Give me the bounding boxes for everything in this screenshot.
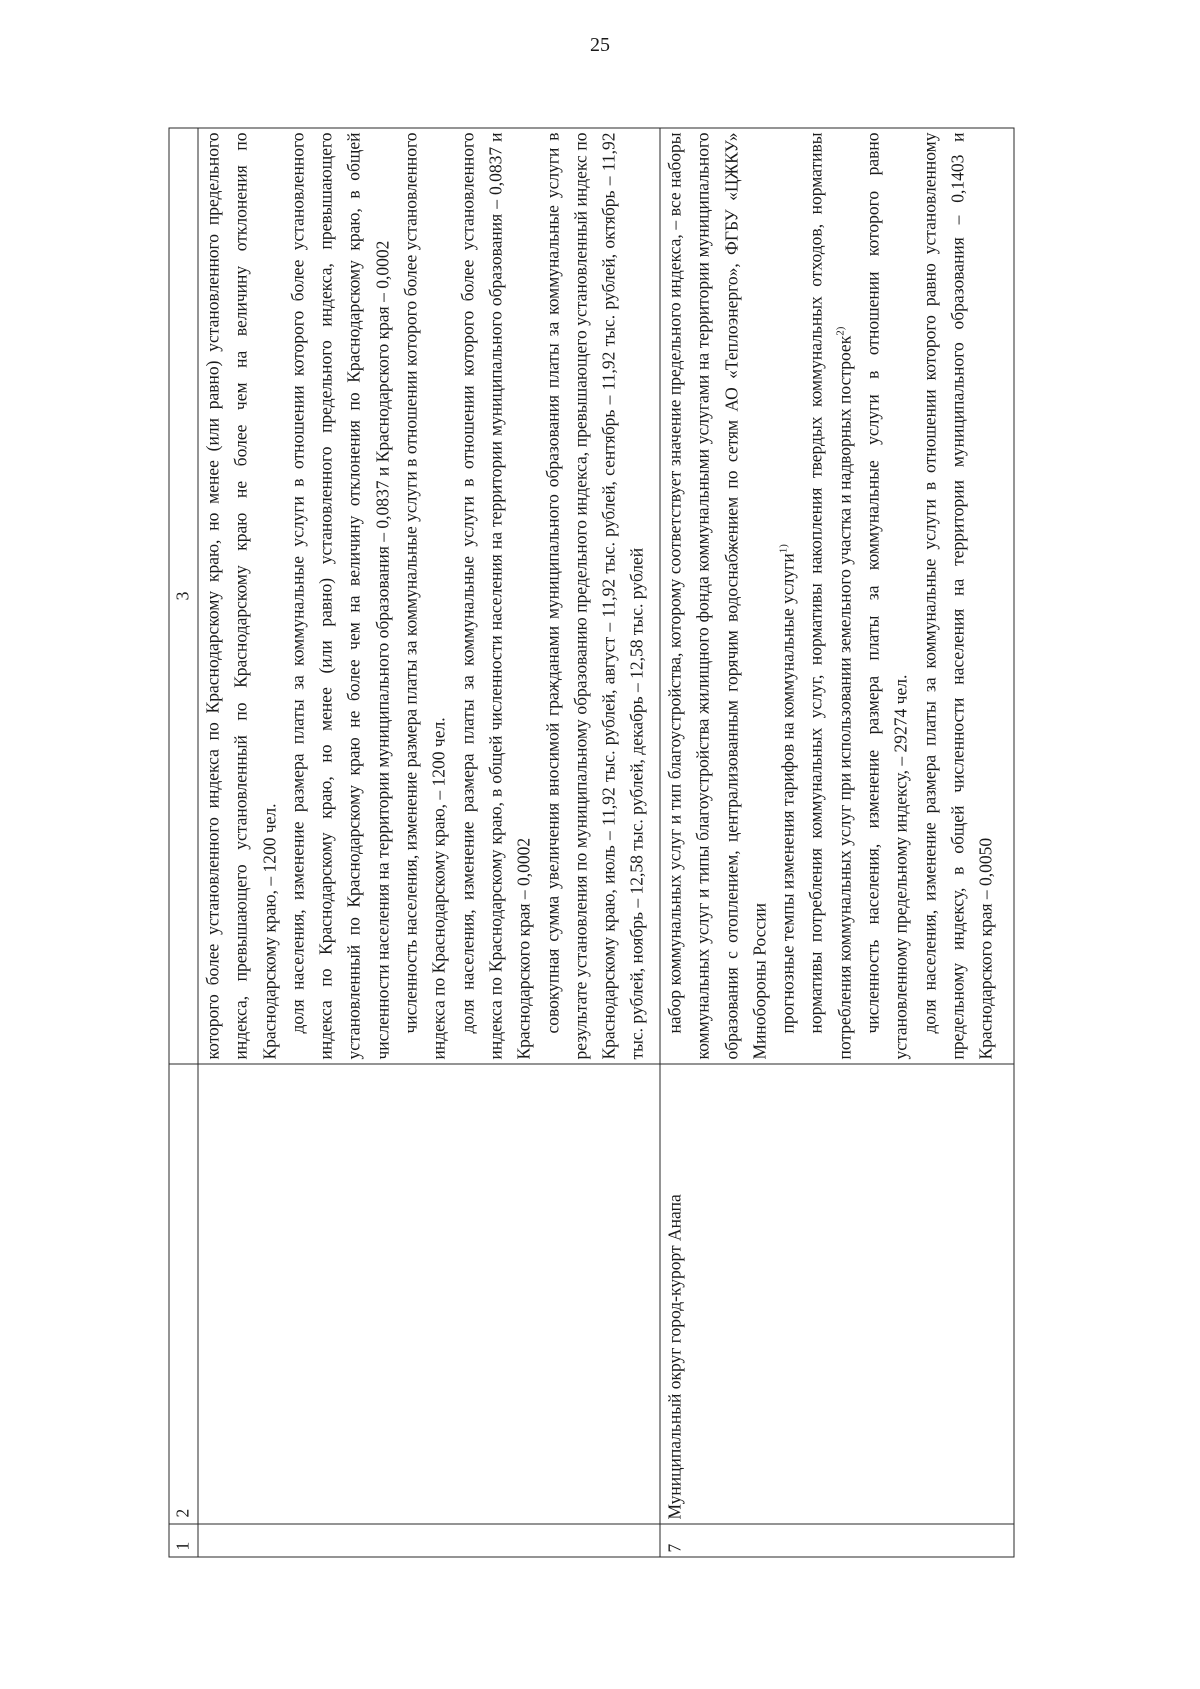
indicators-cell xyxy=(198,128,660,1064)
header-col-3: 3 xyxy=(169,128,198,1064)
header-col-1: 1 xyxy=(169,1524,198,1557)
indicators-cell xyxy=(660,128,1014,1064)
data-table xyxy=(168,128,1014,1558)
footnote-ref: 1) xyxy=(777,544,790,554)
paragraph: доля населения, изменение размера платы за коммунальные услуги в отношении которого более установленного индекса по Краснодарскому краю, в общей численности населения на территории муниципального образования – 0,0837 и Краснодарского края – 0,0002 xyxy=(456,132,534,1060)
paragraph-text: нормативы потребления коммунальных услуг, нормативы накопления твердых коммунальных отходов, нормативы потребления коммунальных услуг при использовании земельного участка и надворных построек xyxy=(805,132,854,1060)
row-number-cell: 7 xyxy=(660,1524,1014,1557)
paragraph: доля населения, изменение размера платы за коммунальные услуги в отношении которого более установленного индекса по Краснодарскому краю, но менее (или равно) установленного предельного индекса, превышающего установленный по Краснодарскому краю не более чем на величину отклонения по Краснодарскому краю, в общей численности населения на территории муниципального образования – 0,0837 и Краснодарского края – 0,0002 xyxy=(286,132,392,1060)
municipality-cell xyxy=(198,1064,660,1524)
paragraph-text: прогнозные темпы изменения тарифов на коммунальные услуги xyxy=(777,553,798,1034)
table-row-7 xyxy=(660,128,1014,1557)
paragraph xyxy=(773,133,801,1060)
table-row-continuation xyxy=(198,128,660,1557)
paragraph: которого более установленного индекса по Краснодарскому краю, но менее (или равно) установленного предельного индекса, превышающего установленный по Краснодарскому краю не более чем на величину отклонения по Краснодарскому краю, – 1200 чел. xyxy=(202,132,279,1060)
municipality-cell: Муниципальный округ город-курорт Анапа xyxy=(660,1064,1014,1524)
paragraph: набор коммунальных услуг и тип благоустройства, которому соответствует значение предельного индекса, – все наборы коммунальных услуг и типы благоустройства жилищного фонда коммунальными услугами на территории муниципального образования с отоплением, централизованным горячим водоснабжением по сетям АО «Теплоэнерго», ФГБУ «ЦЖКУ» Минобороны России xyxy=(664,132,769,1060)
rotated-table-container xyxy=(168,129,1014,1558)
header-row xyxy=(169,128,198,1557)
footnote-ref: 2) xyxy=(833,326,846,336)
row-number-cell xyxy=(198,1524,660,1557)
paragraph: численность населения, изменение размера платы за коммунальные услуги в отношении которого более установленного индекса по Краснодарскому краю, – 1200 чел. xyxy=(400,132,449,1060)
paragraph: совокупная сумма увеличения вносимой гражданами муниципального образования платы за коммунальные услуги в результате установления по муниципальному образованию предельного индекса, превышающего установленный индекс по Краснодарскому краю, июль – 11,92 тыс. рублей, август – 11,92 тыс. рублей, сентябрь – 11,92 тыс. рублей, октябрь – 11,92 тыс. рублей, ноябрь – 12,58 тыс. рублей, декабрь – 12,58 тыс. рублей xyxy=(541,132,647,1060)
paragraph: численность населения, изменение размера платы за коммунальные услуги в отношении которого равно установленному предельному индексу, – 29274 чел. xyxy=(862,132,911,1060)
paragraph: доля населения, изменение размера платы за коммунальные услуги в отношении которого равно установленному предельному индексу, в общей численности населения на территории муниципального образования – 0,1403 и Краснодарского края – 0,0050 xyxy=(918,132,996,1060)
header-col-2: 2 xyxy=(169,1064,198,1524)
page-number: 25 xyxy=(590,34,610,56)
paragraph xyxy=(801,133,858,1060)
